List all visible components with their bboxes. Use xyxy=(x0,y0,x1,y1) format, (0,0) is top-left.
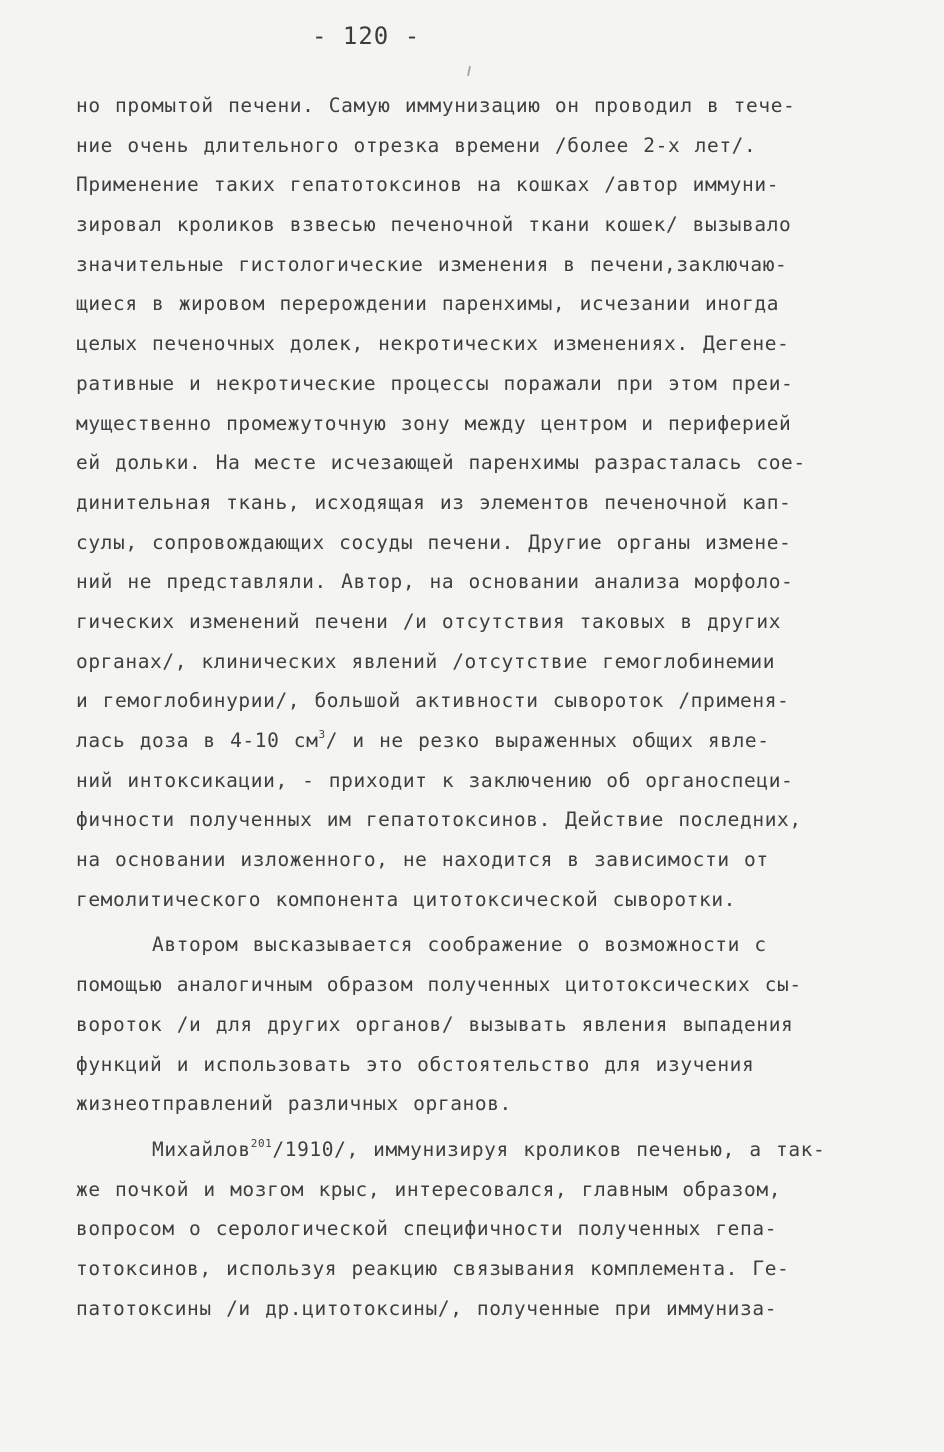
text-line-footnote xyxy=(76,1130,876,1170)
text-line: щиеся в жировом перерождении паренхимы, исчезании иногда xyxy=(76,292,780,316)
dose-superscript: 3 xyxy=(318,728,326,741)
author-name: Михайлов xyxy=(152,1137,251,1161)
footnote-ref: 201 xyxy=(250,1136,273,1150)
text-line-rest: /1910/, иммунизируя кроликов печенью, а так- xyxy=(272,1137,826,1161)
text-line: целых печеночных долек, некротических изменениях. Дегене- xyxy=(76,332,790,356)
text-line: функций и использовать это обстоятельство для изучения xyxy=(76,1052,755,1076)
dose-text: лась доза в 4-10 см xyxy=(76,729,319,752)
text-line: вопросом о серологической специфичности полученных гепа- xyxy=(76,1217,778,1241)
text-line: но промытой печени. Самую иммунизацию он проводил в тече- xyxy=(76,94,796,117)
text-line: ний не представляли. Автор, на основании анализа морфоло- xyxy=(76,570,794,594)
text-line: помощью аналогичным образом полученных цитотоксических сы- xyxy=(76,973,802,997)
text-line: мущественно промежуточную зону между центром и периферией xyxy=(76,411,792,435)
text-line: жизнеотправлений различных органов. xyxy=(76,1092,512,1116)
ink-mark xyxy=(467,66,471,76)
text-line: гемолитического компонента цитотоксической сыворотки. xyxy=(76,887,737,911)
text-line: фичности полученных им гепатотоксинов. Действие последних, xyxy=(76,808,802,832)
text-line: Применение таких гепатотоксинов на кошках /автор иммуни- xyxy=(76,173,780,197)
text-line: ей дольки. На месте исчезающей паренхимы разрасталась сое- xyxy=(76,451,806,475)
document-body xyxy=(76,86,876,1328)
text-line: ний интоксикации, - приходит к заключению об органоспеци- xyxy=(76,768,794,792)
text-line: патотоксины /и др.цитотоксины/, полученные при иммуниза- xyxy=(76,1296,778,1320)
text-line-dose xyxy=(76,721,876,761)
dose-line-tail: / и не резко выраженных общих явле- xyxy=(325,729,770,752)
text-line: органах/, клинических явлений /отсутствие гемоглобинемии xyxy=(76,649,776,673)
text-line: зировал кроликов взвесью печеночной ткани кошек/ вызывало xyxy=(76,213,792,237)
text-line: ративные и некротические процессы поражали при этом преи- xyxy=(76,371,794,395)
text-line: и гемоглобинурии/, большой активности сывороток /применя- xyxy=(76,689,790,713)
text-line: Автором высказывается соображение о возможности с xyxy=(152,933,767,957)
text-line: сулы, сопровождающих сосуды печени. Другие органы измене- xyxy=(76,530,792,554)
text-line: на основании изложенного, не находится в зависимости от xyxy=(76,848,769,872)
text-line: вороток /и для других органов/ вызывать явления выпадения xyxy=(76,1012,794,1036)
page-number: - 120 - xyxy=(312,22,421,50)
text-line: же почкой и мозгом крыс, интересовался, главным образом, xyxy=(76,1177,782,1201)
text-line: гических изменений печени /и отсутствия таковых в других xyxy=(76,609,782,633)
text-line: динительная ткань, исходящая из элементов печеночной кап- xyxy=(76,490,792,514)
text-line: ние очень длительного отрезка времени /более 2-х лет/. xyxy=(76,133,757,157)
text-line: тотоксинов, используя реакцию связывания комплемента. Ге- xyxy=(76,1256,790,1280)
text-line: значительные гистологические изменения в печени,заключаю- xyxy=(76,252,788,276)
